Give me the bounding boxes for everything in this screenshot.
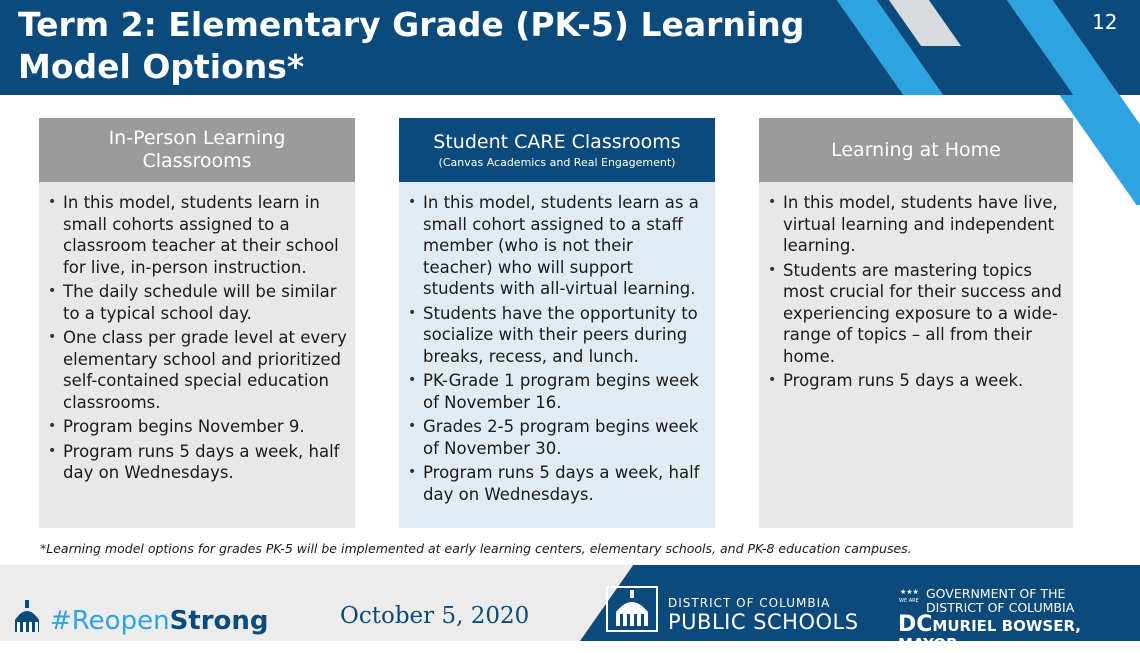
list-item: • Students have the opportunity to socialize with their peers during breaks, recess, and lunch. bbox=[423, 303, 707, 368]
dcps-capitol-icon bbox=[606, 586, 658, 632]
dc-flag-icon bbox=[898, 587, 922, 603]
list-item: • In this model, students have live, virtual learning and independent learning. bbox=[783, 192, 1065, 257]
card-in-person bbox=[39, 118, 355, 528]
list-item: • PK-Grade 1 program begins week of November 16. bbox=[423, 370, 707, 413]
svg-text:★★★: ★★★ bbox=[900, 588, 919, 596]
card-header bbox=[759, 118, 1073, 182]
card-student-care bbox=[399, 118, 715, 528]
list-item: • In this model, students learn in small cohorts assigned to a classroom teacher at their school for live, in-person instruction. bbox=[63, 192, 347, 278]
list-item: • Program begins November 9. bbox=[63, 416, 347, 438]
card-header bbox=[39, 118, 355, 182]
gov-line1: GOVERNMENT OF THE bbox=[926, 586, 1066, 601]
list-item: • Grades 2-5 program begins week of November 30. bbox=[423, 416, 707, 459]
bullet-list bbox=[399, 182, 715, 505]
list-item: • Program runs 5 days a week. bbox=[783, 370, 1065, 392]
bullet-list bbox=[39, 182, 355, 484]
page-number: 12 bbox=[1092, 10, 1118, 34]
card-learning-at-home bbox=[759, 118, 1073, 528]
list-item: • One class per grade level at every elementary school and prioritized self-contained special education classrooms. bbox=[63, 327, 347, 413]
card-subtitle: (Canvas Academics and Real Engagement) bbox=[438, 155, 676, 169]
reopen-strong-hashtag bbox=[50, 606, 269, 636]
card-title: Student CARE Classrooms bbox=[433, 130, 681, 153]
dcps-line1: DISTRICT OF COLUMBIA bbox=[668, 596, 831, 610]
dc-government-logo bbox=[898, 587, 1134, 653]
list-item: • In this model, students learn as a small cohort assigned to a staff member (who is not their teacher) who will support students with all-virtual learning. bbox=[423, 192, 707, 300]
list-item: • Program runs 5 days a week, half day on Wednesdays. bbox=[423, 462, 707, 505]
we-are-mark: WE ARE bbox=[899, 598, 919, 603]
list-item: • Program runs 5 days a week, half day on Wednesdays. bbox=[63, 441, 347, 484]
hashtag-bold: Strong bbox=[169, 606, 269, 636]
mayor-name: MURIEL BOWSER, MAYOR bbox=[898, 617, 1081, 653]
slide-date: October 5, 2020 bbox=[340, 603, 530, 629]
hashtag-prefix: #Reopen bbox=[50, 606, 170, 636]
capitol-dome-icon bbox=[8, 598, 46, 636]
dc-mark: DC bbox=[898, 612, 933, 637]
card-title: Learning at Home bbox=[831, 138, 1001, 161]
dcps-line2: PUBLIC SCHOOLS bbox=[668, 610, 859, 634]
list-item: • The daily schedule will be similar to a typical school day. bbox=[63, 281, 347, 324]
gov-mayor-line bbox=[898, 612, 1134, 653]
card-title: In-Person Learning Classrooms bbox=[108, 127, 286, 172]
list-item: • Students are mastering topics most crucial for their success and experiencing exposure to a wide-range of topics – all from their home. bbox=[783, 260, 1065, 368]
slide-header bbox=[0, 0, 1140, 95]
dcps-wordmark bbox=[668, 596, 859, 634]
footnote: *Learning model options for grades PK-5 will be implemented at early learning centers, elementary schools, and PK-8 education campuses. bbox=[40, 541, 912, 556]
slide-title: Term 2: Elementary Grade (PK-5) Learning Model Options* bbox=[18, 5, 805, 86]
bullet-list bbox=[759, 182, 1073, 392]
gov-line2: DISTRICT OF COLUMBIA bbox=[926, 600, 1075, 615]
card-header bbox=[399, 118, 715, 182]
